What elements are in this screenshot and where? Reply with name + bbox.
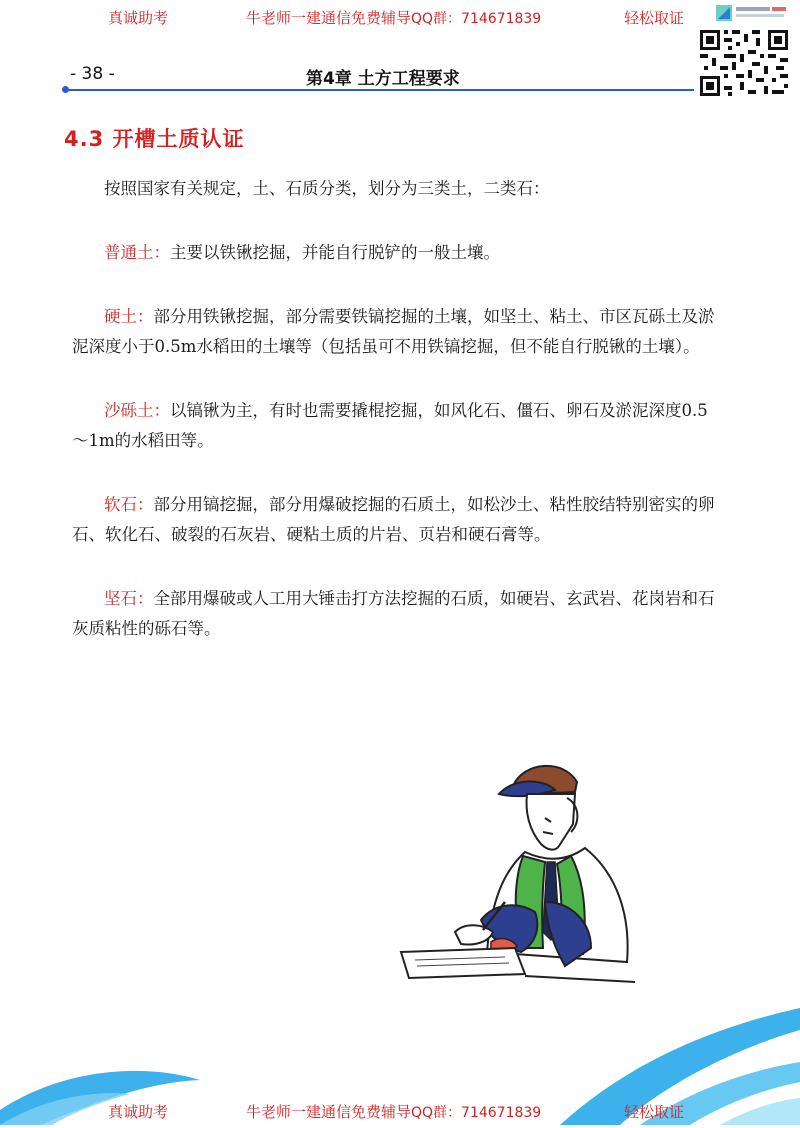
- paragraph-hard-soil: [72, 302, 720, 362]
- bottom-banner-right: 轻松取证: [624, 1103, 685, 1121]
- bottom-banner-middle-text: 牛老师一建通信免费辅导: [246, 1103, 412, 1121]
- top-banner-left: 真诚助考: [108, 9, 169, 27]
- paragraph-text: 按照国家有关规定，土、石质分类，划分为三类土，二类石：: [104, 179, 550, 198]
- paragraph-text: 全部用爆破或人工用大锤击打方法挖掘的石质，如硬岩、玄武岩、花岗岩和石灰质粘性的砾石等。: [72, 589, 715, 638]
- paragraph-text: 主要以铁锹挖掘，并能自行脱铲的一般土壤。: [170, 243, 500, 262]
- paragraph-text: 以镐锹为主，有时也需要撬棍挖掘，如风化石、僵石、卵石及淤泥深度0.5～1m的水稻田等。: [72, 401, 708, 450]
- paragraph-hard-rock: [72, 584, 720, 644]
- bottom-banner-middle: [246, 1101, 541, 1122]
- page-header: [66, 58, 694, 92]
- page-number: - 38 -: [70, 64, 115, 84]
- header-divider: [66, 89, 694, 91]
- paragraph-ordinary-soil: [72, 238, 720, 268]
- top-banner-middle: [246, 7, 541, 28]
- top-banner-middle-text: 牛老师一建通信免费辅导: [246, 9, 412, 27]
- top-banner: [0, 0, 800, 34]
- chapter-title: 第4章 土方工程要求: [306, 69, 460, 89]
- qr-code-icon[interactable]: [696, 26, 792, 100]
- top-banner-right: 轻松取证: [624, 9, 685, 27]
- paragraph-term: 沙砾土：: [104, 401, 170, 420]
- paragraph-text: 部分用铁锹挖掘，部分需要铁镐挖掘的土壤，如坚土、粘土、市区瓦砾土及淤泥深度小于0.5m水稻田的土壤等（包括虽可不用铁镐挖掘，但不能自行脱锹的土壤）。: [72, 307, 715, 356]
- paragraph-term: 坚石：: [104, 589, 154, 608]
- paragraph-gravel-soil: [72, 396, 720, 456]
- paragraph-term: 硬土：: [104, 307, 154, 326]
- paragraph-text: 部分用镐挖掘，部分用爆破挖掘的石质土，如松沙土、粘性胶结特别密实的卵石、软化石、破裂的石灰岩、硬粘土质的片岩、页岩和硬石膏等。: [72, 495, 715, 544]
- header-divider-dot: [62, 86, 69, 93]
- bottom-banner-left: 真诚助考: [108, 1103, 169, 1121]
- paragraph-intro: [72, 174, 720, 204]
- paragraph-soft-rock: [72, 490, 720, 550]
- bottom-banner: [0, 1094, 800, 1128]
- bottom-banner-qq: QQ群：714671839: [411, 1105, 542, 1121]
- body-content: [72, 174, 720, 678]
- top-banner-qq: QQ群：714671839: [411, 11, 542, 27]
- paragraph-term: 软石：: [104, 495, 154, 514]
- section-title: 4.3 开槽土质认证: [64, 127, 245, 151]
- paragraph-term: 普通土：: [104, 243, 170, 262]
- brand-logo-icon: [716, 2, 790, 24]
- worker-writing-illustration: [395, 752, 645, 992]
